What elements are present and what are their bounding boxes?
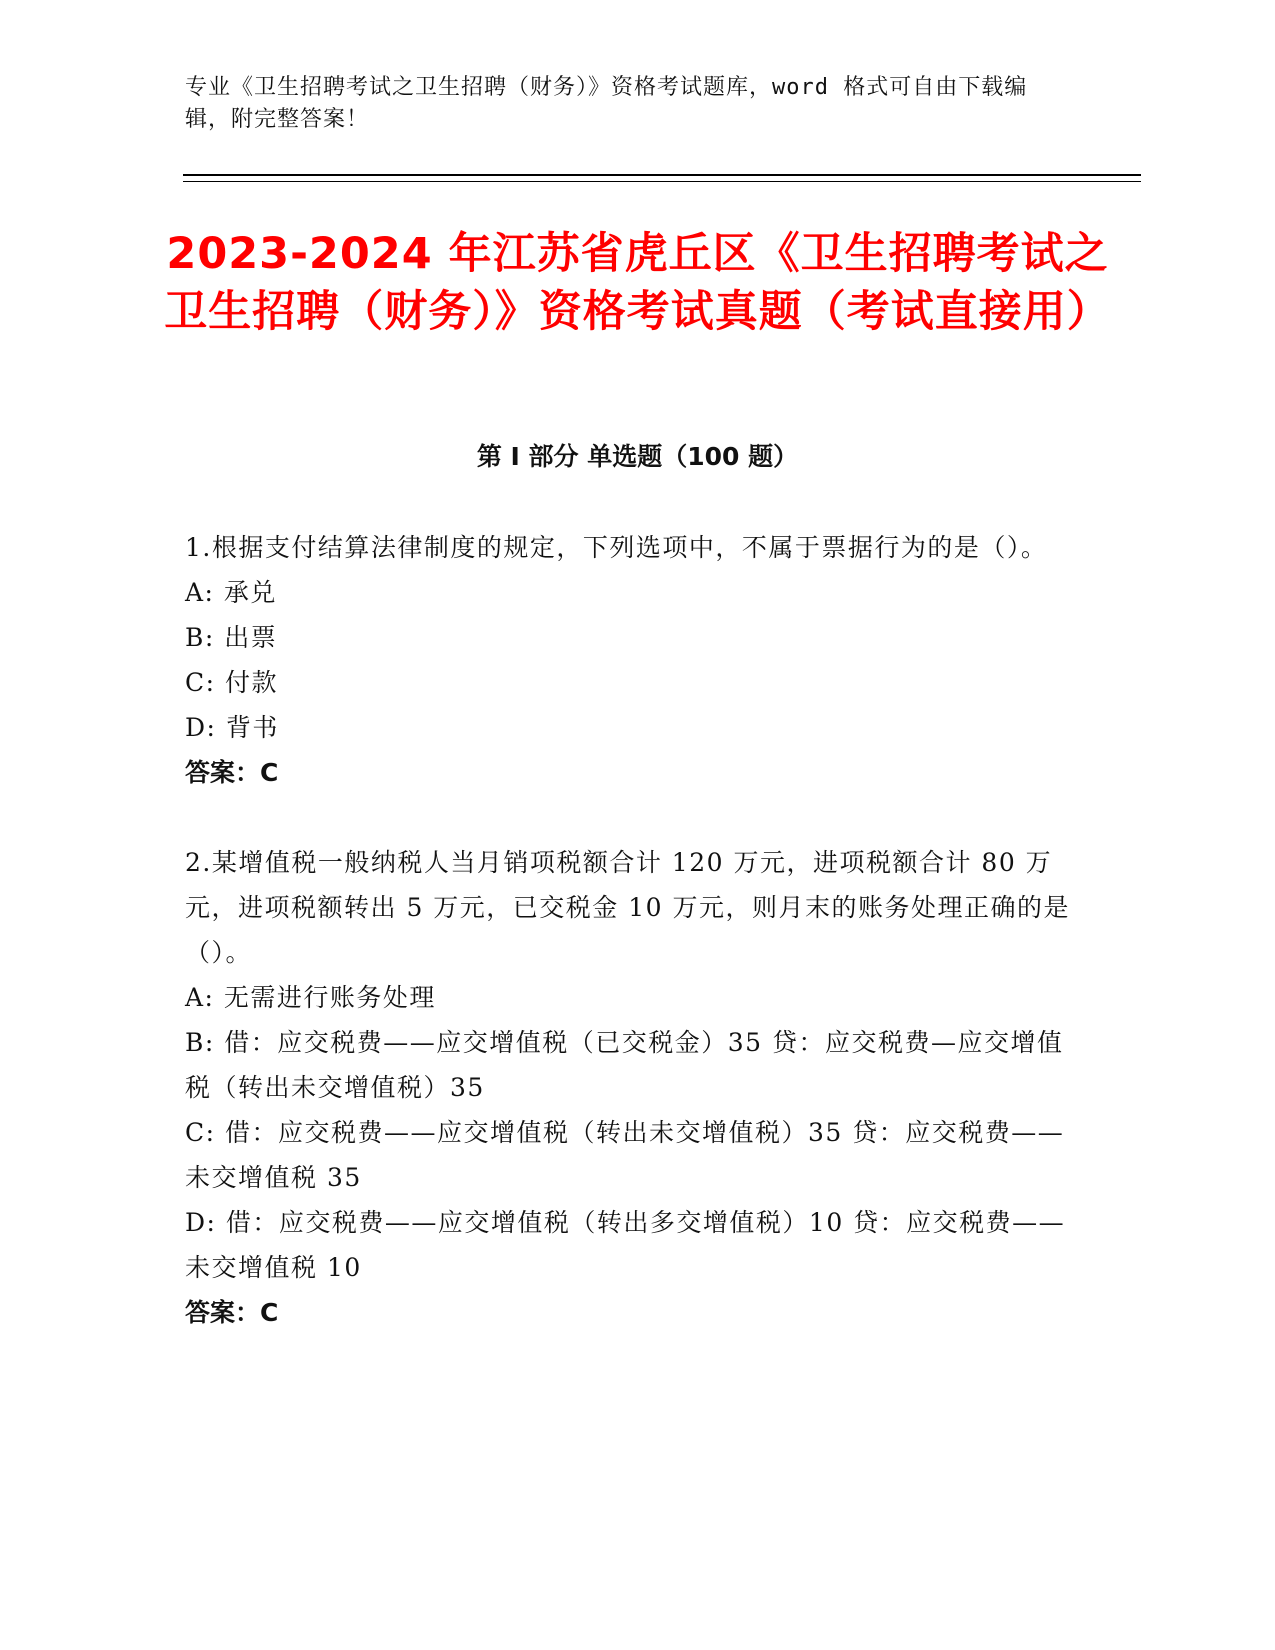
question-answer: 答案：C (185, 758, 279, 787)
question-option-a: A: 无需进行账务处理 (185, 983, 436, 1012)
question-item (185, 525, 1070, 795)
question-option-b: B: 出票 (185, 623, 278, 652)
question-list (185, 525, 1070, 1380)
section-heading: 第 I 部分 单选题（100 题） (476, 442, 799, 471)
question-option-d: D: 借：应交税费——应交增值税（转出多交增值税）10 贷：应交税费——未交增值税 10 (185, 1208, 1066, 1282)
question-option-a: A: 承兑 (185, 578, 277, 607)
question-answer: 答案：C (185, 1298, 279, 1327)
question-option-c: C: 付款 (185, 668, 278, 697)
question-stem: 1.根据支付结算法律制度的规定，下列选项中，不属于票据行为的是（）。 (185, 533, 1048, 562)
question-item (185, 840, 1070, 1335)
header-rule-thin (183, 181, 1141, 182)
document-title: 2023-2024 年江苏省虎丘区《卫生招聘考试之卫生招聘（财务）》资格考试真题（考试直接用） (164, 229, 1111, 337)
question-option-c: C: 借：应交税费——应交增值税（转出未交增值税）35 贷：应交税费——未交增值税 35 (185, 1118, 1065, 1192)
header-note: 专业《卫生招聘考试之卫生招聘（财务）》资格考试题库，word 格式可自由下载编辑，附完整答案！ (185, 75, 1028, 132)
header-rule-thick (183, 174, 1141, 176)
question-option-b: B: 借：应交税费——应交增值税（已交税金）35 贷：应交税费—应交增值税（转出未交增值税）35 (185, 1028, 1064, 1102)
question-option-d: D: 背书 (185, 713, 279, 742)
question-stem: 2.某增值税一般纳税人当月销项税额合计 120 万元，进项税额合计 80 万元，进项税额转出 5 万元，已交税金 10 万元，则月末的账务处理正确的是（）。 (185, 848, 1071, 967)
